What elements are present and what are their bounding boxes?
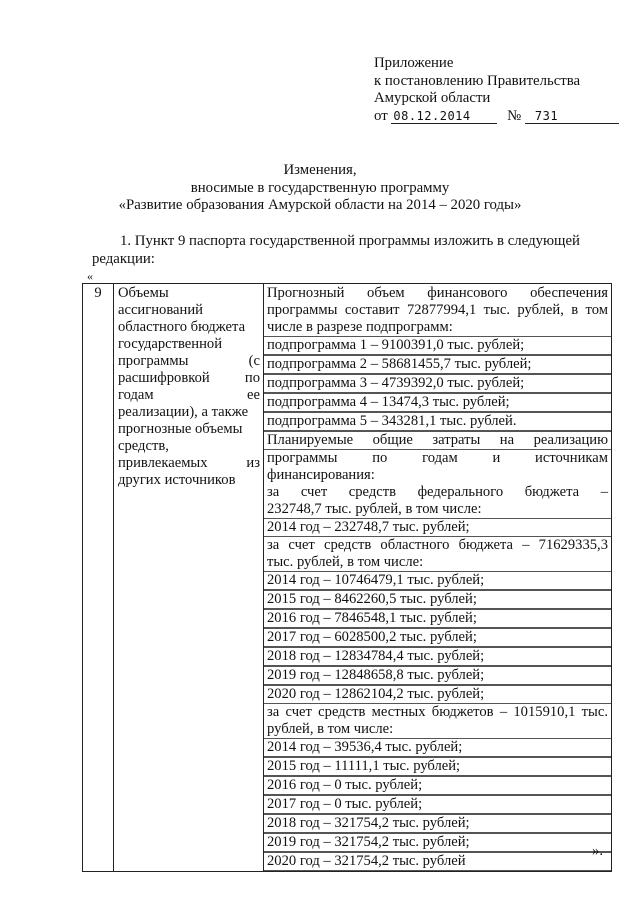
text-line: числе в разрезе подпрограмм: (267, 319, 453, 335)
text-line: Прогнозный объем финансового обеспечения (267, 285, 608, 301)
text-line: программы составит 72877994,1 тыс. рублей, в том (267, 302, 608, 318)
name-line: реализации), а также (118, 404, 249, 420)
text-line: подпрограмма 4 – 13474,3 тыс. рублей; (264, 393, 611, 412)
text-line: 2017 год – 0 тыс. рублей; (264, 795, 611, 814)
date-prefix: от (374, 107, 388, 124)
row-text-lines (267, 285, 608, 871)
name-line: областного бюджета (118, 319, 246, 335)
title-line-3: «Развитие образования Амурской области на 2014 – 2020 годы» (118, 197, 522, 213)
text-line: 232748,7 тыс. рублей, в том числе: (267, 501, 482, 517)
document-title (0, 162, 640, 215)
row-name-lines (118, 285, 260, 489)
text-line: подпрограмма 2 – 58681455,7 тыс. рублей; (264, 355, 611, 374)
text-line: 2014 год – 10746479,1 тыс. рублей; (264, 571, 611, 590)
number-sign: № (507, 107, 522, 124)
row-number: 9 (83, 284, 114, 872)
name-line: прогнозные объемы (118, 421, 243, 437)
name-line: ассигнований (118, 302, 203, 318)
opening-quote: « (87, 269, 93, 283)
title-line-1: Изменения, (283, 162, 357, 178)
name-line: государственной (118, 336, 223, 352)
text-line: 2019 год – 12848658,8 тыс. рублей; (264, 666, 611, 685)
passport-table (82, 283, 612, 872)
appendix-line-1: Приложение (374, 55, 454, 71)
intro-paragraph-line-2: редакции: (92, 251, 155, 267)
appendix-line-2: к постановлению Правительства (374, 72, 581, 89)
text-line: 2018 год – 12834784,4 тыс. рублей; (264, 647, 611, 666)
text-line: 2014 год – 232748,7 тыс. рублей; (264, 518, 611, 537)
text-line: подпрограмма 1 – 9100391,0 тыс. рублей; (264, 336, 611, 355)
appendix-header (374, 55, 619, 125)
text-line: подпрограмма 5 – 343281,1 тыс. рублей. (264, 412, 611, 431)
closing-quote: ». (592, 843, 604, 859)
table-row (83, 284, 612, 872)
text-line: программы по годам и источникам (267, 450, 608, 466)
text-line: 2014 год – 39536,4 тыс. рублей; (264, 738, 611, 757)
text-line: 2020 год – 321754,2 тыс. рублей (264, 852, 611, 871)
row-text-cell (264, 284, 612, 872)
text-line: 2019 год – 321754,2 тыс. рублей; (264, 833, 611, 852)
name-line: годам ее (118, 387, 260, 403)
text-line: 2016 год – 7846548,1 тыс. рублей; (264, 609, 611, 628)
text-line: за счет средств местных бюджетов – 1015910,1 тыс. (267, 704, 608, 720)
appendix-line-3: Амурской области (374, 90, 491, 106)
intro-paragraph-line-1: 1. Пункт 9 паспорта государственной программы изложить в следующей (120, 233, 580, 249)
text-line: за счет средств областного бюджета – 71629335,3 (267, 537, 608, 553)
text-line: подпрограмма 3 – 4739392,0 тыс. рублей; (264, 374, 611, 393)
text-line: 2016 год – 0 тыс. рублей; (264, 776, 611, 795)
name-line: программы (с (118, 353, 260, 369)
text-line: рублей, в том числе: (267, 721, 394, 737)
date-field: 08.12.2014 (391, 109, 497, 124)
appendix-date-number-line (374, 108, 619, 126)
text-line: 2018 год – 321754,2 тыс. рублей; (264, 814, 611, 833)
text-line: тыс. рублей, в том числе: (267, 554, 424, 570)
title-line-2: вносимые в государственную программу (190, 179, 450, 196)
row-name-cell (114, 284, 264, 872)
text-line: за счет средств федерального бюджета – (267, 484, 608, 500)
text-line: 2015 год – 11111,1 тыс. рублей; (264, 757, 611, 776)
name-line: расшифровкой по (118, 370, 260, 386)
name-line: средств, (118, 438, 169, 454)
text-line: финансирования: (267, 467, 375, 483)
name-line: других источников (118, 472, 236, 488)
number-field: 731 (525, 109, 619, 124)
text-line: 2015 год – 8462260,5 тыс. рублей; (264, 590, 611, 609)
text-line: Планируемые общие затраты на реализацию (264, 431, 611, 450)
name-line: привлекаемых из (118, 455, 260, 471)
text-line: 2017 год – 6028500,2 тыс. рублей; (264, 628, 611, 647)
text-line: 2020 год – 12862104,2 тыс. рублей; (264, 685, 611, 704)
name-line: Объемы (118, 285, 169, 301)
